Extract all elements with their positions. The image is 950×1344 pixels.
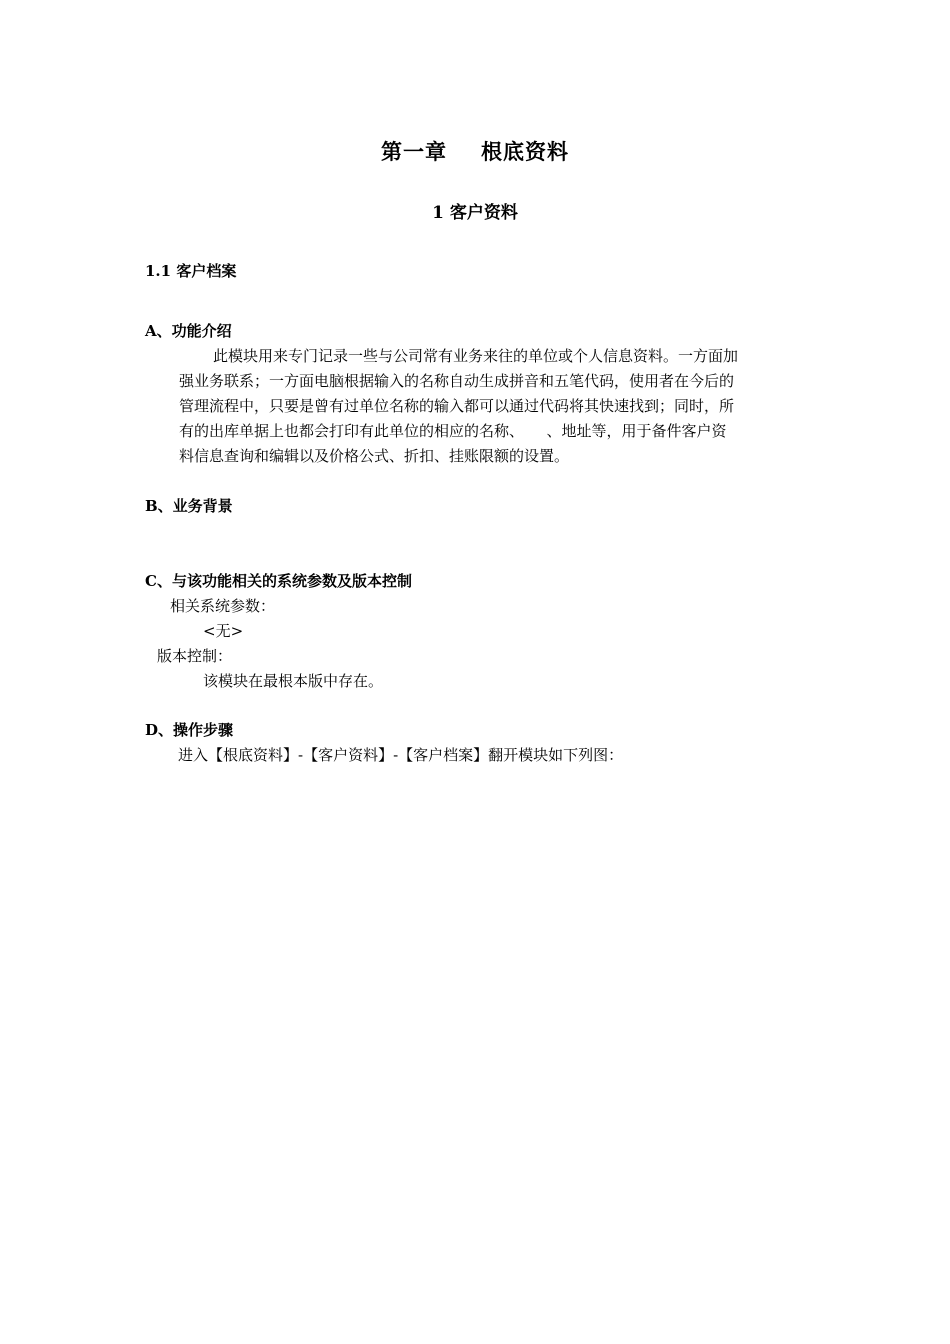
part-a-line-5: 料信息查询和编辑以及价格公式、折扣、挂账限额的设置。 [179, 447, 570, 465]
version-label: 版本控制： [157, 647, 233, 665]
chapter-number: 第一章 [381, 139, 447, 164]
part-d-text: 进入【根底资料】-【客户资料】-【客户档案】翻开模块如下列图： [178, 746, 624, 764]
part-d-heading: D、操作步骤 [145, 721, 234, 739]
part-c-heading: C、与该功能相关的系统参数及版本控制 [145, 572, 412, 590]
part-a-heading: A、功能介绍 [145, 322, 232, 340]
chapter-title [0, 136, 950, 166]
chapter-name: 根底资料 [481, 139, 569, 164]
params-value: <无> [203, 622, 244, 640]
params-label: 相关系统参数： [170, 597, 276, 615]
section-title: 1 客户资料 [432, 203, 518, 223]
part-a-line-3: 管理流程中，只要是曾有过单位名称的输入都可以通过代码将其快速找到；同时，所 [179, 397, 735, 415]
part-a-line-1: 此模块用来专门记录一些与公司常有业务来往的单位或个人信息资料。一方面加 [213, 347, 739, 365]
part-a-line-2: 强业务联系；一方面电脑根据输入的名称自动生成拼音和五笔代码，使用者在今后的 [179, 372, 735, 390]
subsection-title: 1.1 客户档案 [145, 262, 237, 280]
part-a-line-4: 有的出库单据上也都会打印有此单位的相应的名称、 、地址等，用于备件客户资 [179, 422, 727, 440]
part-b-heading: B、业务背景 [145, 497, 233, 515]
version-value: 该模块在最根本版中存在。 [203, 672, 384, 690]
